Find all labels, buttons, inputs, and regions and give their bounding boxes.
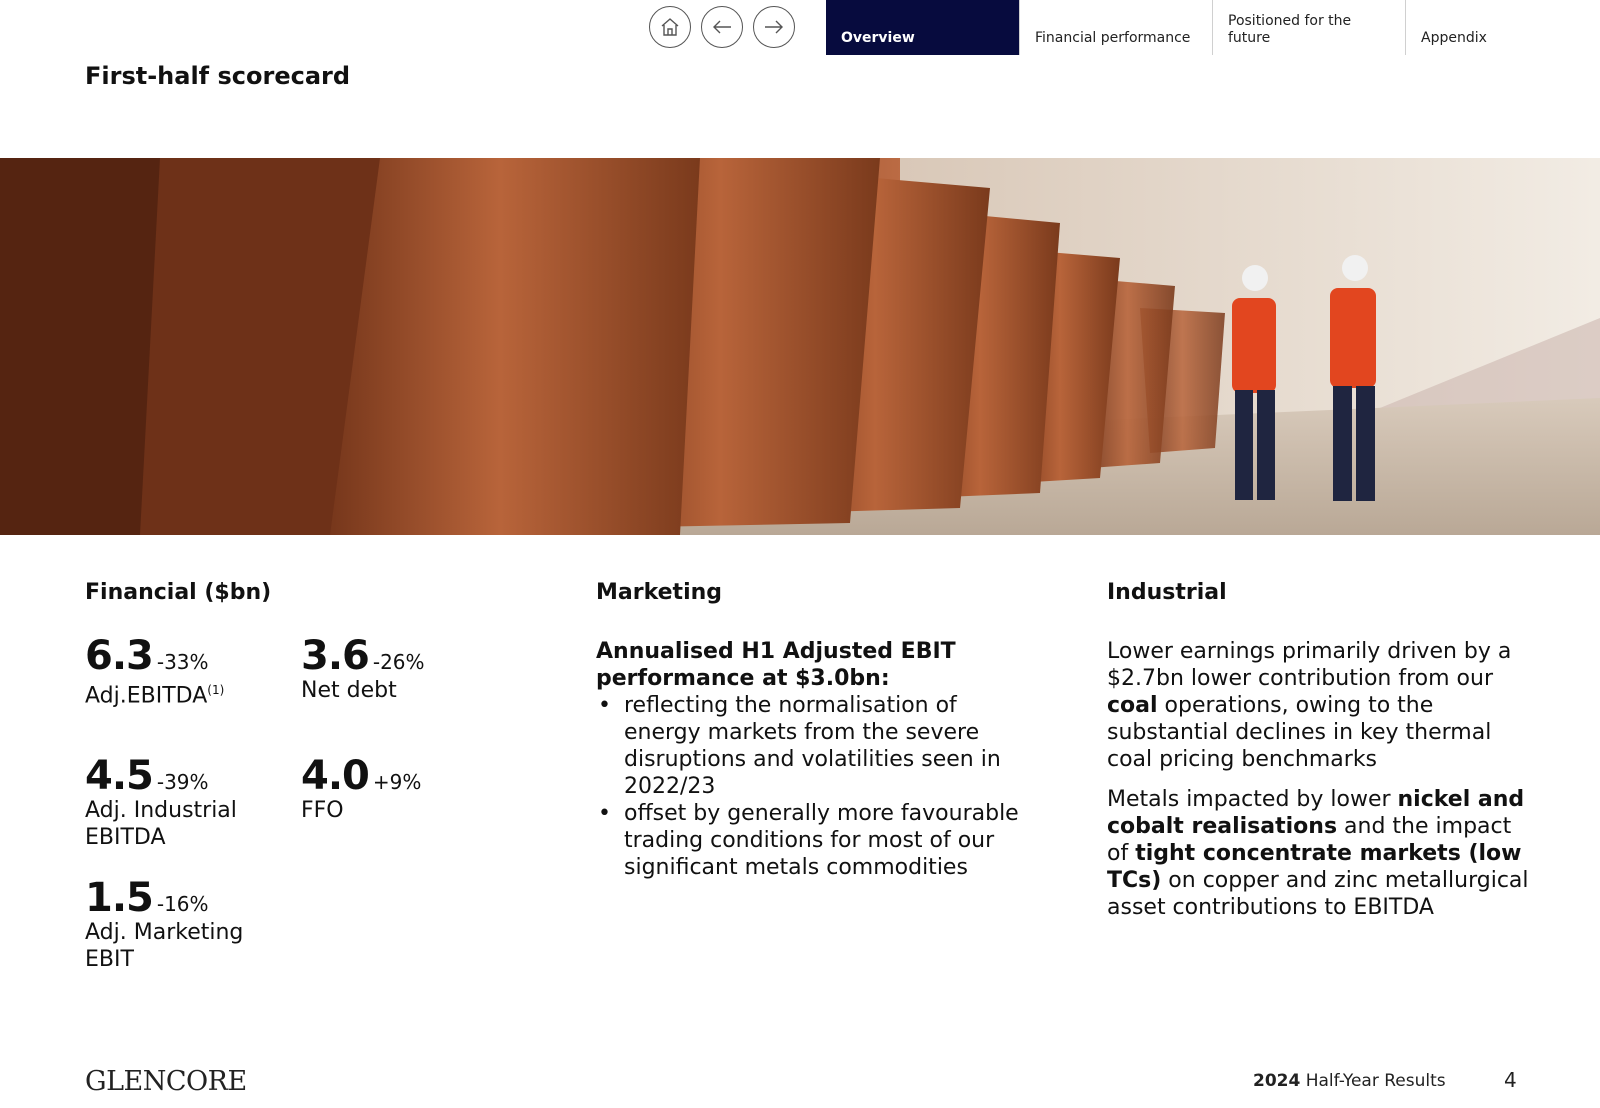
metric-ffo [301,753,501,824]
text-run: Lower earnings primarily driven by a $2.7bn lower contribution from our [1107,639,1512,691]
marketing-body [596,638,1036,881]
list-item: • reflecting the normalisation of energy markets from the severe disruptions and volatilities seen in 2022/23 [596,692,1036,800]
tab-appendix[interactable] [1405,0,1598,55]
arrow-right-icon[interactable] [753,6,795,48]
metric-value: 3.6 [301,633,369,679]
metric-label: Adj. Marketing EBIT [85,920,244,972]
industrial-paragraph-1 [1107,638,1537,773]
metric-change: +9% [372,770,422,794]
footer-report-name: Half-Year Results [1305,1071,1446,1091]
metric-change: -26% [372,650,425,674]
list-item: • offset by generally more favourable trading conditions for most of our significant metals commodities [596,800,1036,881]
text-emphasis: nickel and cobalt realisations [1107,787,1525,839]
tab-financial-performance[interactable] [1019,0,1212,55]
financial-title: Financial ($bn) [85,580,272,605]
metric-value: 1.5 [85,875,153,921]
tab-label: Overview [841,30,915,46]
marketing-title: Marketing [596,580,723,605]
home-icon[interactable] [649,6,691,48]
text-emphasis: tight concentrate markets (low TCs) [1107,841,1522,893]
page-title: First-half scorecard [85,62,351,90]
footer-report-title [1253,1071,1446,1091]
tab-label: Positioned for the future [1228,13,1352,46]
industrial-section [1107,580,1537,934]
industrial-title: Industrial [1107,580,1227,605]
industrial-paragraph-2 [1107,786,1537,921]
marketing-bullet-list [596,692,1036,881]
metric-change: -39% [156,770,209,794]
metric-label: Net debt [301,678,397,703]
metric-value: 4.0 [301,753,369,799]
metric-label: FFO [301,798,344,823]
metric-label: Adj.EBITDA [85,683,208,709]
page-number: 4 [1504,1068,1517,1092]
footer-year: 2024 [1253,1071,1301,1091]
text-run: and the impact of [1107,814,1512,866]
section-tabs [826,0,1598,55]
metric-change: -33% [156,650,209,674]
tab-overview[interactable] [826,0,1019,55]
metric-label: Adj. Industrial EBITDA [85,798,237,850]
text-run: on copper and zinc metallurgical asset contributions to EBITDA [1107,868,1529,920]
tab-label: Financial performance [1035,30,1191,46]
footnote-marker: (1) [207,683,225,697]
metric-adj-marketing-ebit [85,875,285,973]
metric-value: 4.5 [85,753,153,799]
hero-image [0,158,1600,535]
nav-icon-group [649,6,795,48]
text-run: Metals impacted by lower [1107,787,1398,812]
marketing-heading: Annualised H1 Adjusted EBIT performance at $3.0bn: [596,639,956,691]
metric-net-debt [301,633,501,704]
text-emphasis: coal [1107,693,1158,718]
marketing-section [596,580,1036,881]
financial-section [85,580,525,605]
industrial-body [1107,638,1537,921]
metric-adj-industrial-ebitda [85,753,285,851]
arrow-left-icon[interactable] [701,6,743,48]
hero-illustration [0,158,1600,535]
metric-adj-ebitda [85,633,285,709]
metric-change: -16% [156,892,209,916]
glencore-logo: GLENCORE [85,1066,247,1097]
tab-positioned-for-the-future[interactable] [1212,0,1405,55]
metric-value: 6.3 [85,633,153,679]
tab-label: Appendix [1421,30,1487,46]
text-run: operations, owing to the substantial declines in key thermal coal pricing benchmarks [1107,693,1492,772]
